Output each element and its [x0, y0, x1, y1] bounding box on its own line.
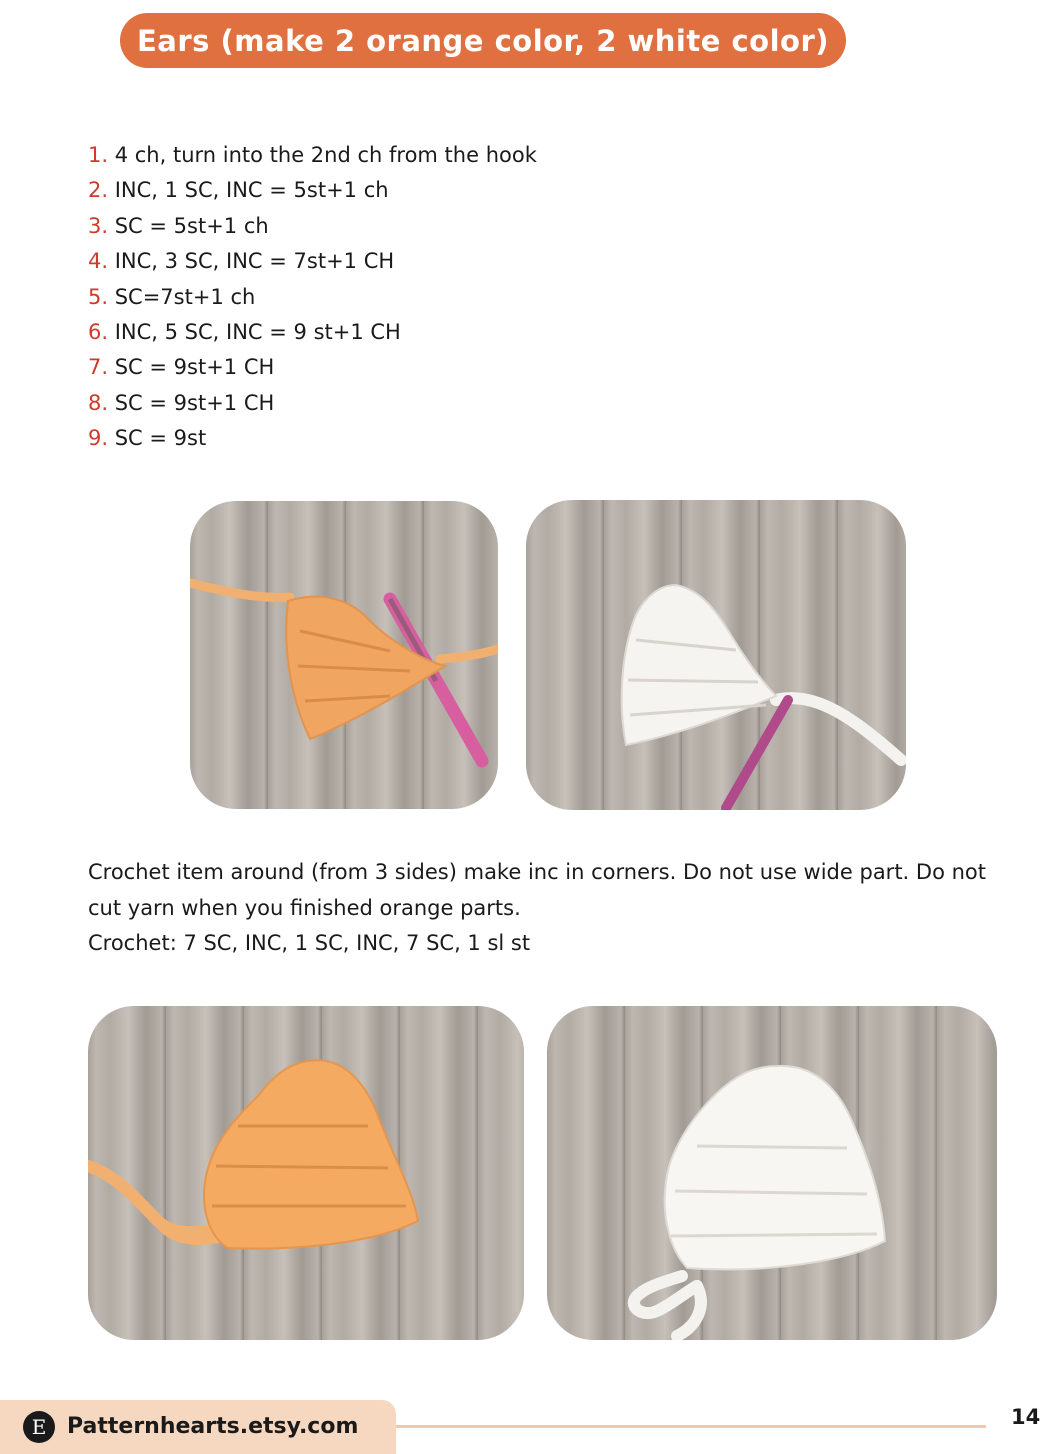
footer-shop-url[interactable]: Patternhearts.etsy.com: [67, 1414, 359, 1439]
step-number: 7.: [88, 355, 109, 380]
white-ear-finished-illustration: [547, 1006, 997, 1340]
pattern-step: [88, 173, 537, 208]
photo-orange-ear-triangle: [190, 501, 498, 809]
white-ear-triangle-illustration: [526, 500, 906, 810]
pattern-step: [88, 350, 537, 385]
section-title-banner: [120, 13, 846, 68]
pattern-steps-list: [88, 138, 537, 457]
step-number: 5.: [88, 284, 109, 309]
step-text: 4 ch, turn into the 2nd ch from the hook: [108, 143, 537, 167]
pattern-step: [88, 244, 537, 279]
page-number: 14: [1011, 1405, 1041, 1429]
pattern-step: [88, 280, 537, 315]
pattern-step: [88, 315, 537, 350]
pattern-step: [88, 421, 537, 456]
instructions-text: Crochet item around (from 3 sides) make inc in corners. Do not use wide part. Do not cut yarn when you finished orange parts.: [88, 860, 986, 920]
instructions-crochet-sequence: Crochet: 7 SC, INC, 1 SC, INC, 7 SC, 1 sl st: [88, 931, 531, 955]
step-text: SC = 9st+1 CH: [108, 390, 275, 415]
photo-white-ear-triangle: [526, 500, 906, 810]
section-title: Ears (make 2 orange color, 2 white color): [136, 23, 830, 58]
step-number: 9.: [88, 426, 109, 451]
step-number: 2.: [88, 178, 109, 203]
step-number: 3.: [88, 213, 109, 238]
step-number: 8.: [88, 390, 109, 415]
step-text: SC=7st+1 ch: [108, 284, 256, 309]
instructions-paragraph: [88, 855, 1018, 962]
step-text: INC, 5 SC, INC = 9 st+1 CH: [108, 320, 401, 345]
pattern-step: [88, 138, 537, 173]
footer-divider: [396, 1425, 986, 1428]
etsy-logo-icon: E: [23, 1411, 55, 1443]
step-text: INC, 1 SC, INC = 5st+1 ch: [108, 178, 389, 203]
photo-orange-ear-finished: [88, 1006, 524, 1340]
step-number: 6.: [88, 320, 109, 345]
step-text: SC = 9st+1 CH: [108, 355, 275, 380]
orange-ear-triangle-illustration: [190, 501, 498, 809]
step-number: 1.: [88, 143, 109, 167]
pattern-step: [88, 386, 537, 421]
step-text: SC = 9st: [108, 426, 207, 451]
photo-white-ear-finished: [547, 1006, 997, 1340]
step-number: 4.: [88, 249, 109, 274]
step-text: INC, 3 SC, INC = 7st+1 CH: [108, 249, 395, 274]
step-text: SC = 5st+1 ch: [108, 213, 269, 238]
orange-ear-finished-illustration: [88, 1006, 524, 1340]
pattern-step: [88, 209, 537, 244]
